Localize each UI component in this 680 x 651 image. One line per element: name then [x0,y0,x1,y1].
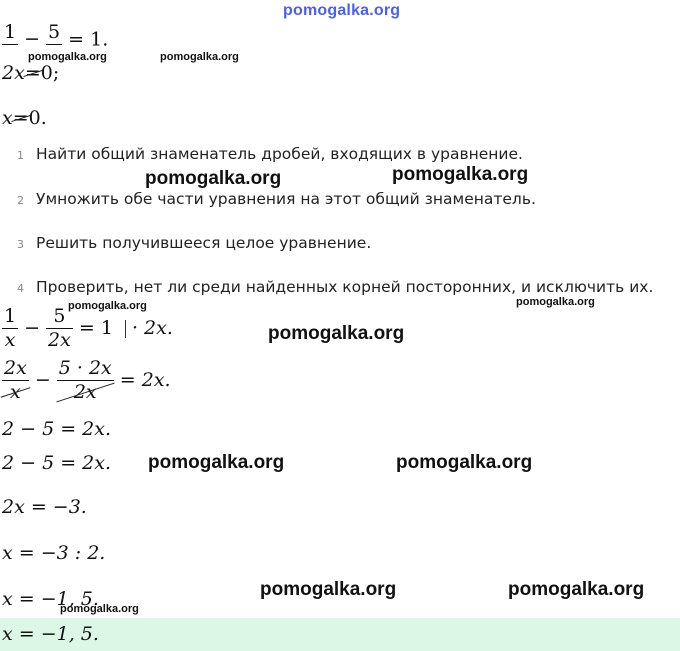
step-number: 4 [17,282,24,295]
solution-line: x = −3 : 2. [2,542,106,564]
equation-1: 1 − 5 = 1. [2,22,108,59]
answer-line: x = −1, 5. [2,623,99,645]
line-x-eq-0: x=0. [2,107,47,129]
solution-line: x = −1, 5. [2,588,99,610]
step-text: Проверить, нет ли среди найденных корней посторонних, и исключить их. [36,278,654,296]
eq1-rhs: = 1. [68,28,109,51]
watermark-big: pomogalka.org [396,452,533,473]
step-number: 3 [17,238,24,251]
watermark-big: pomogalka.org [148,452,285,473]
watermark-small: pomogalka.org [68,300,147,312]
watermark-small: pomogalka.org [60,603,139,615]
solution-line: 2x = −3. [2,496,87,518]
watermark-big: pomogalka.org [508,579,645,600]
watermark-big: pomogalka.org [145,168,282,189]
eq1-num1: 1 [4,21,17,43]
solution-line: 2 − 5 = 2x. [2,418,112,440]
step-number: 1 [17,149,24,162]
solution-line: 2 − 5 = 2x. [2,452,112,474]
watermark-big: pomogalka.org [260,579,397,600]
watermark-small: pomogalka.org [160,51,239,63]
eq1-num2: 5 [48,21,61,43]
step-text: Умножить обе части уравнения на этот общий знаменатель. [36,190,536,208]
answer-highlight [0,618,680,651]
step-text: Найти общий знаменатель дробей, входящих в уравнение. [36,145,523,163]
watermark-top: pomogalka.org [283,2,401,19]
equation-3: $\frac{2x}{x}$ − $\frac{5 \cdot 2x}{2x}$ = 2x. [4,357,171,403]
watermark-small: pomogalka.org [516,296,595,308]
step-number: 2 [17,194,24,207]
watermark-big: pomogalka.org [268,323,405,344]
watermark-small: pomogalka.org [28,51,107,63]
step-text: Решить получившееся целое уравнение. [36,234,372,252]
line-2x-eq-0: 2x=0; [2,62,60,84]
equation-2: $\frac{1}{x}$ − $\frac{5}{2x}$ = 1 · 2x. [4,305,173,351]
watermark-big: pomogalka.org [392,164,529,185]
